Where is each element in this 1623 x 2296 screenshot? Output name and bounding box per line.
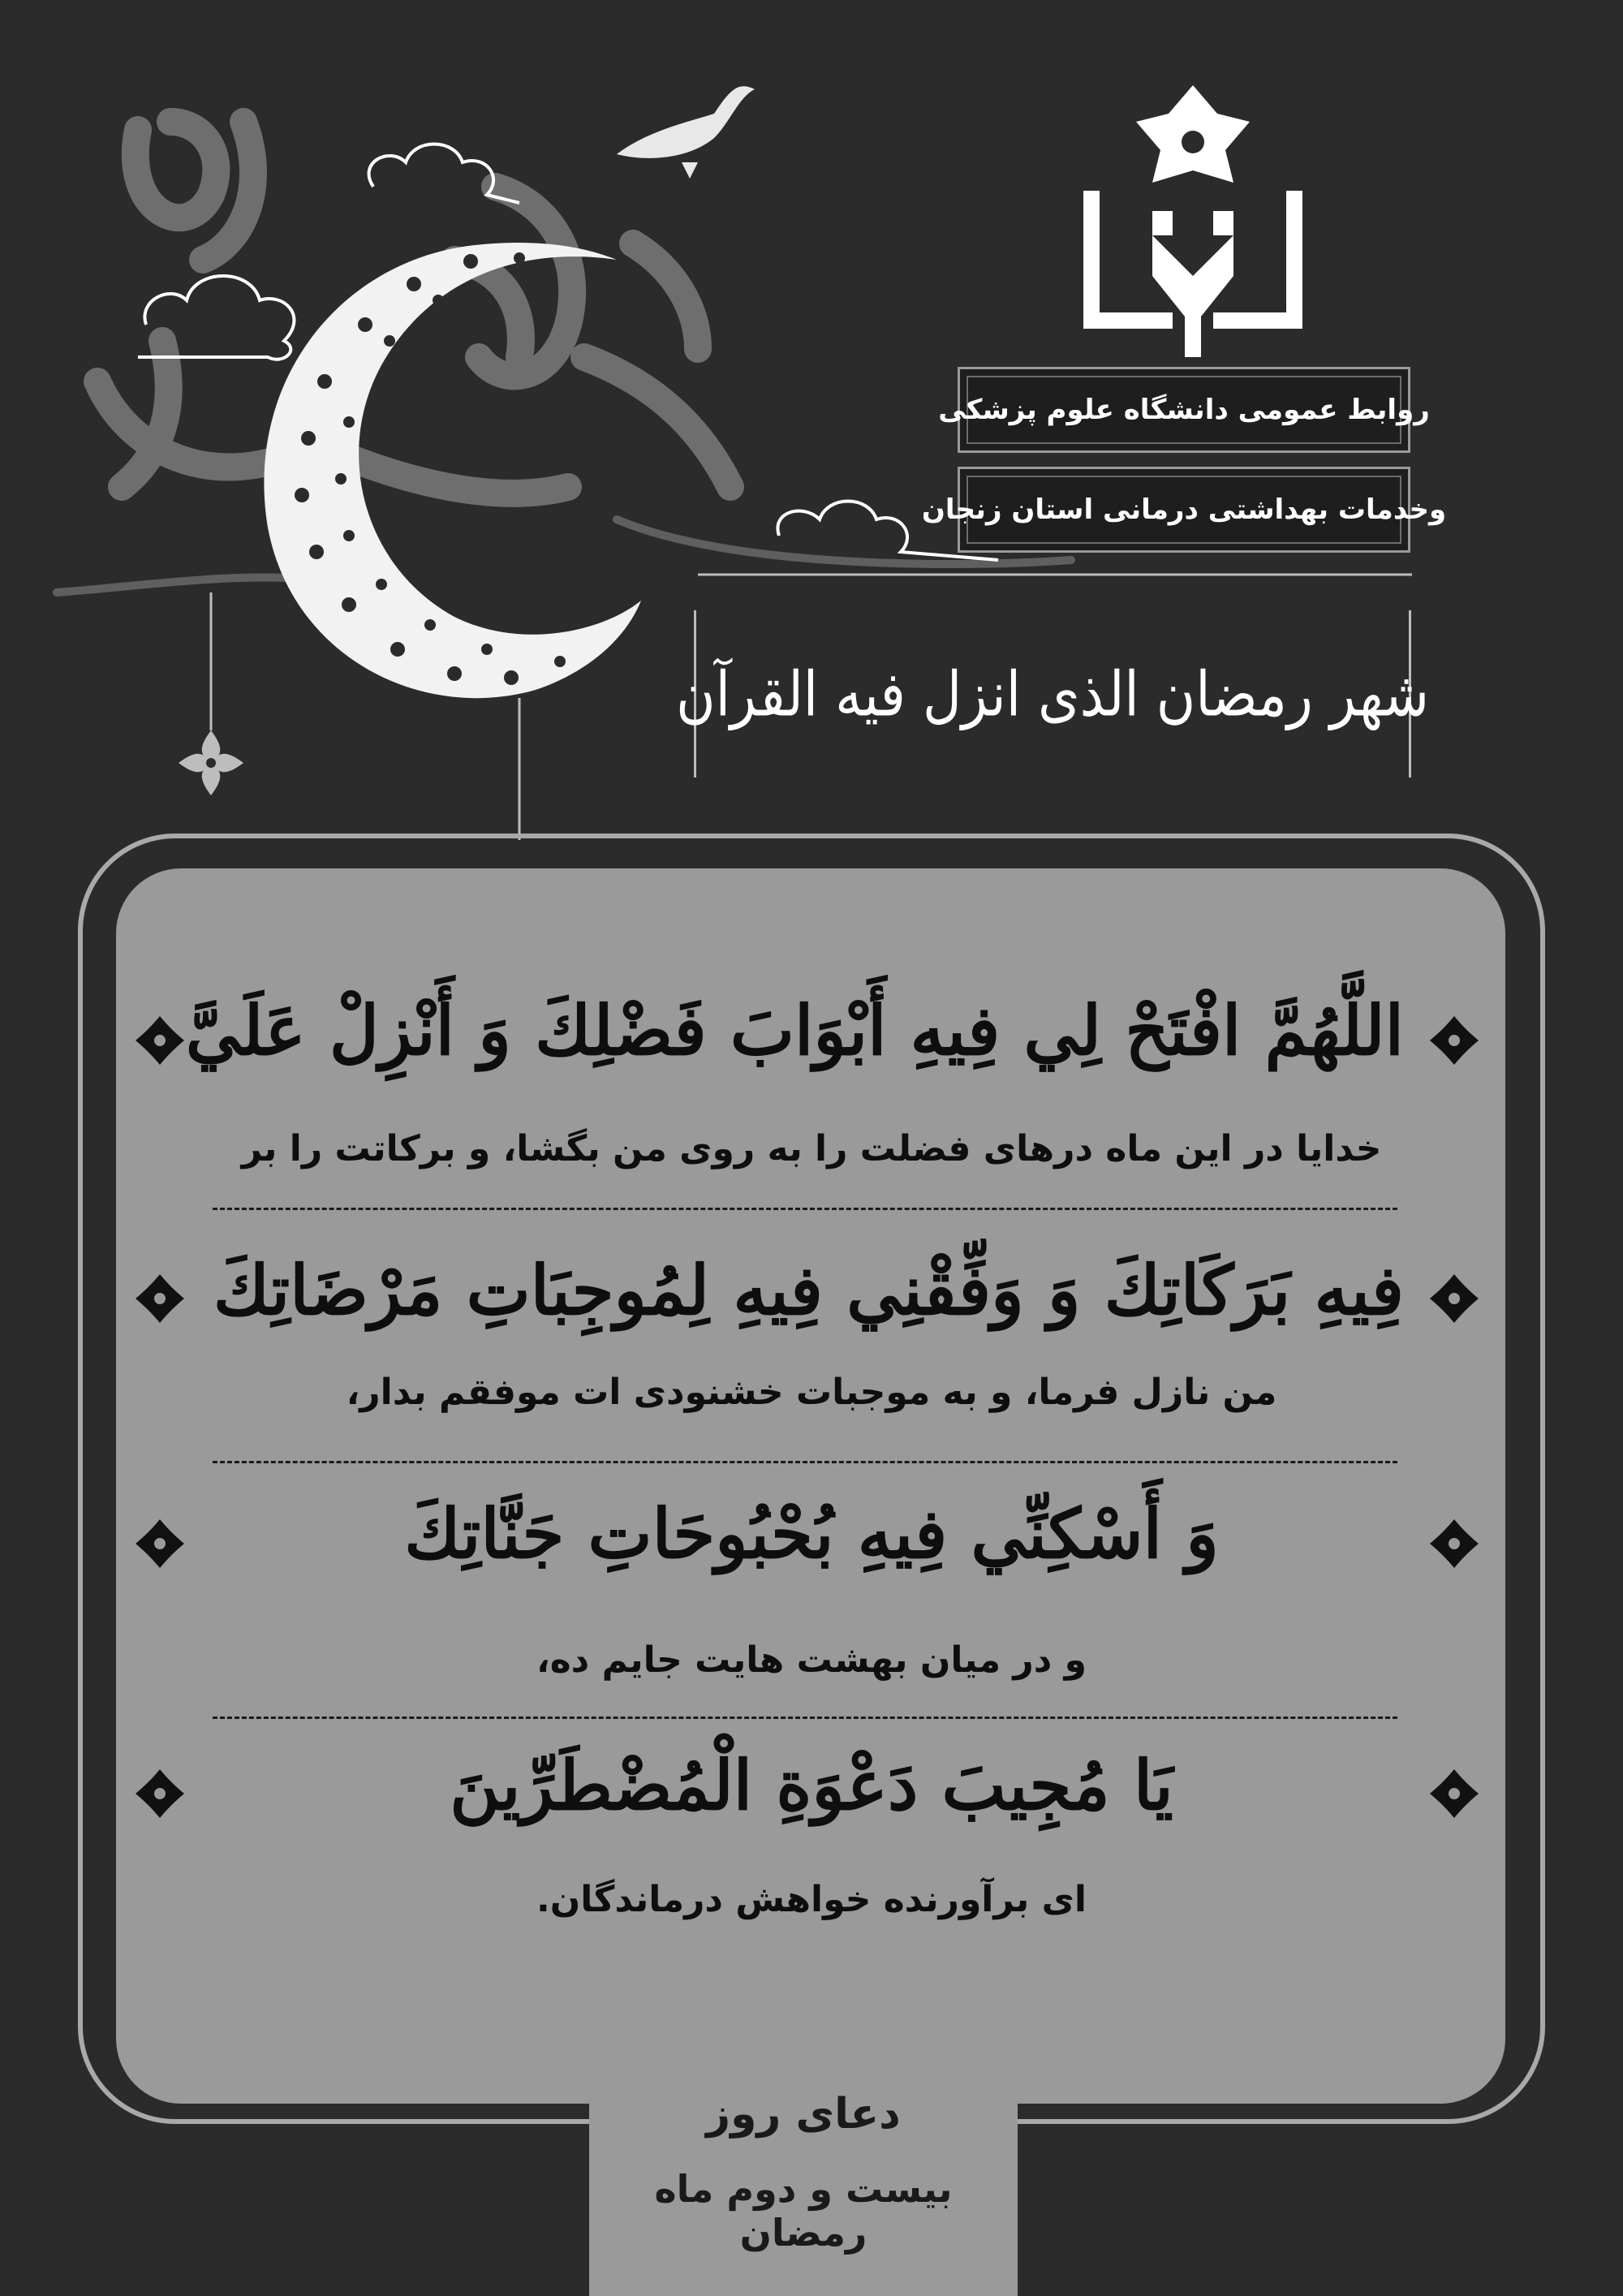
bird-icon	[617, 86, 755, 179]
diamond-bullet-icon	[1428, 1014, 1480, 1066]
footer-subtitle: بیست و دوم ماه رمضان	[654, 2167, 953, 2255]
diamond-bullet-icon	[1428, 1518, 1480, 1570]
diamond-bullet-icon	[1428, 1273, 1480, 1325]
dashed-divider	[213, 1717, 1397, 1719]
prayer-arabic-line-1: اللَّهُمَّ افْتَحْ لِي فِيهِ أَبْوَابَ فَضْلِكَ وَ أَنْزِلْ عَلَيَّ	[185, 990, 1404, 1070]
university-name-line-1: روابط عمومی دانشگاه علوم پزشکی	[958, 367, 1410, 453]
prayer-translation-line-1: خدایا در این ماه درهای فضلت را به روی من بگشا، و برکاتت را بر	[241, 1128, 1382, 1170]
diamond-bullet-icon	[134, 1014, 186, 1066]
prayer-translation-line-2: من نازل فرما، و به موجبات خشنودی ات موفقم بدار،	[346, 1372, 1277, 1413]
prayer-translation-line-4: ای برآورنده خواهش درماندگان.	[536, 1879, 1087, 1920]
diamond-bullet-icon	[134, 1273, 186, 1325]
prayer-arabic-line-4: يَا مُجِيبَ دَعْوَةِ الْمُضْطَرِّينَ	[450, 1745, 1173, 1825]
university-logo-icon	[1083, 85, 1302, 357]
hanging-flower-icon	[179, 730, 243, 795]
diamond-bullet-icon	[134, 1768, 186, 1820]
diamond-bullet-icon	[1428, 1768, 1480, 1820]
dashed-divider	[213, 1208, 1397, 1210]
footer-title: دعای روز	[706, 2090, 901, 2139]
dashed-divider	[213, 1461, 1397, 1463]
prayer-arabic-line-3: وَ أَسْكِنِّي فِيهِ بُحْبُوحَاتِ جَنَّاتِكَ	[404, 1493, 1219, 1574]
quran-verse-calligraphy: شهر رمضان الذی انزل فیه القرآن	[676, 657, 1429, 730]
prayer-translation-line-3: و در میان بهشت هایت جایم ده،	[536, 1639, 1087, 1681]
diamond-bullet-icon	[134, 1518, 186, 1570]
prayer-arabic-line-2: فِيهِ بَرَكَاتِكَ وَ وَفِّقْنِي فِيهِ لِمُوجِبَاتِ مَرْضَاتِكَ	[213, 1250, 1404, 1330]
university-name-line-2: وخدمات بهداشتی درمانی استان زنجان	[958, 467, 1410, 553]
verse-frame	[676, 610, 1429, 778]
